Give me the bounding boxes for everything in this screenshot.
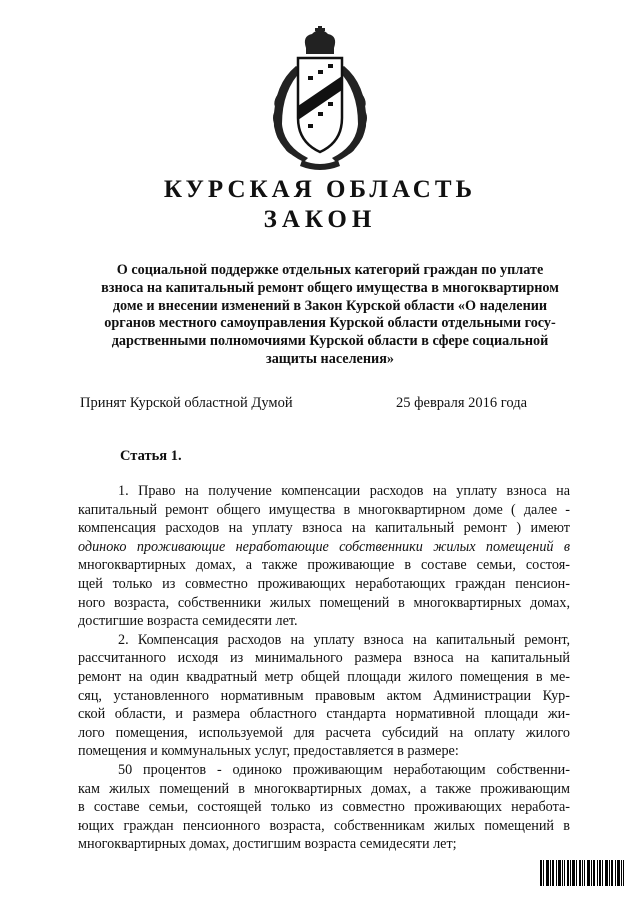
paragraph-line: достигшие возраста семидесяти лет.: [78, 613, 298, 630]
paragraph-line: ской области, и размера областного стандарта нормативной площади жи-: [78, 706, 570, 723]
region-title: КУРСКАЯ ОБЛАСТЬ: [163, 176, 477, 203]
article-heading: Статья 1.: [120, 448, 182, 464]
law-heading-line: органов местного самоуправления Курской области отдельными госу-: [104, 315, 556, 332]
paragraph-line: 2. Компенсация расходов на уплату взноса на капитальный ремонт,: [118, 631, 570, 648]
paragraph-line: лого помещения, используемой для расчета субсидий на оплату жилого: [78, 724, 570, 741]
paragraph-line: капитальный ремонт общего имущества в многоквартирном доме ( далее -: [78, 501, 570, 518]
law-heading-line: дарственными полномочиями Курской области в сфере социальной: [111, 333, 549, 350]
barcode-icon: [540, 860, 624, 886]
paragraph-line: кам жилых помещений в многоквартирных домах, а также проживающим: [78, 780, 570, 797]
paragraph-line: многоквартирных домах, а также проживающие в составе семьи, состоя-: [78, 557, 570, 574]
kursk-coat-of-arms-icon: [262, 26, 378, 172]
paragraph-line: щей только из совместно проживающих неработающих граждан пенсион-: [78, 575, 570, 592]
law-heading-line: доме и внесении изменений в Закон Курской области «О наделении: [112, 297, 548, 314]
paragraph-line: одиноко проживающие неработающие собственники жилых помещений в: [78, 538, 570, 555]
paragraph-line: ющих граждан пенсионного возраста, собственникам жилых помещений в: [78, 817, 570, 834]
paragraph-line: помещения и коммунальных услуг, предоставляется в размере:: [78, 743, 459, 760]
paragraph-line: рассчитанного исходя из минимального размера взноса на капитальный: [78, 650, 570, 667]
paragraph-line: в составе семьи, состоящей только из совместно проживающих неработа-: [78, 799, 570, 816]
document-type-title: ЗАКОН: [263, 206, 377, 233]
paragraph-line: ремонт на один квадратный метр общей площади жилого помещения в ме-: [78, 668, 570, 685]
paragraph-line: ного возраста, собственники жилых помещений в многоквартирных домах,: [78, 594, 570, 611]
paragraph-line: сяц, установленного нормативным правовым актом Администрации Кур-: [78, 687, 570, 704]
paragraph-line: многоквартирных домах, достигшим возраста семидесяти лет;: [78, 836, 457, 853]
law-heading-line: защиты населения»: [266, 350, 394, 367]
paragraph-line: 50 процентов - одиноко проживающим неработающим собственни-: [118, 761, 570, 778]
adopted-by-text: Принят Курской областной Думой: [80, 395, 293, 411]
paragraph-line: компенсация расходов на уплату взноса на капитальный ремонт ) имеют: [78, 520, 570, 537]
adoption-date: 25 февраля 2016 года: [396, 395, 528, 411]
law-heading-line: взноса на капитальный ремонт общего имущества в многоквартирном: [101, 279, 559, 296]
law-heading-line: О социальной поддержке отдельных категорий граждан по уплате: [116, 262, 544, 278]
article-body: [78, 482, 570, 854]
law-heading: [80, 262, 580, 369]
paragraph-line: 1. Право на получение компенсации расходов на уплату взноса на: [118, 483, 570, 499]
